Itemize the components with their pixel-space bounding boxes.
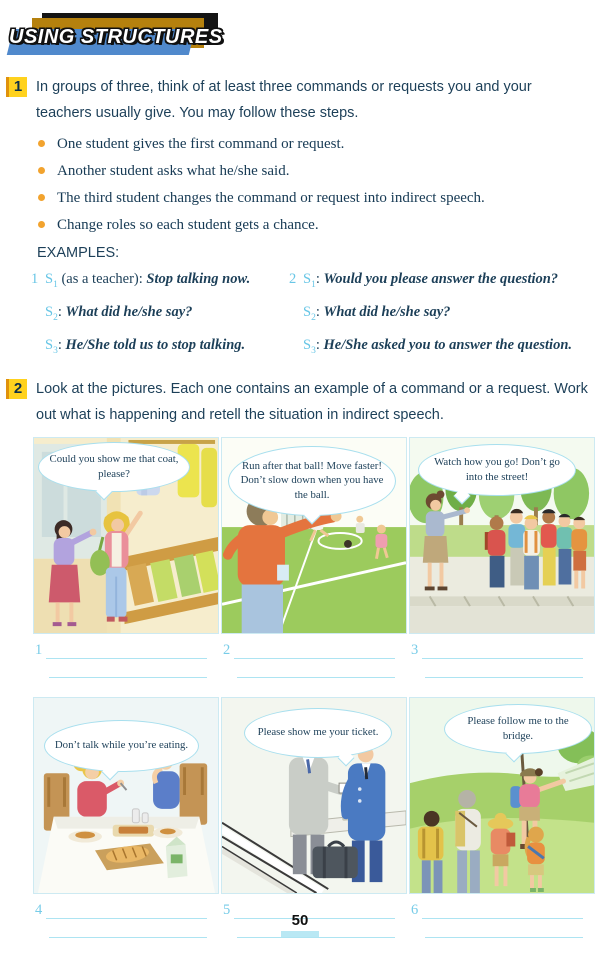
examples-label: EXAMPLES:	[37, 245, 120, 261]
page-title: USING STRUCTURES	[9, 26, 223, 48]
dialogue-line: $S_3$: He/She asked you to answer the question.	[303, 336, 573, 356]
answer-line	[49, 677, 207, 678]
step-text: One student gives the first command or request.	[57, 136, 345, 152]
picture-panel-4	[33, 697, 219, 894]
dialogue-line: $S_1$: Would you please answer the question?	[303, 271, 559, 290]
picture-row-1	[33, 437, 600, 634]
blank-number: 2	[223, 641, 231, 658]
exercise-2	[0, 376, 600, 957]
exercise-instruction: In groups of three, think of at least three commands or requests you and your teachers usually give. You may follow these steps.	[36, 79, 532, 121]
speech-bubble	[444, 704, 592, 754]
bullet-dot-icon	[38, 194, 45, 201]
examples	[31, 266, 600, 365]
bullet-dot-icon	[38, 140, 45, 147]
answer-blank-1	[33, 634, 219, 697]
answer-blank-2	[221, 634, 407, 697]
answer-line	[422, 644, 583, 659]
answer-line	[234, 644, 395, 659]
speech-bubble-text: Please show me your ticket.	[257, 726, 379, 739]
speech-bubble	[228, 446, 396, 516]
exercise-number-badge: 1	[6, 77, 27, 97]
blank-number: 4	[35, 901, 43, 918]
speech-bubble-text: Run after that ball! Move faster! Don’t slow down when you have the ball.	[240, 459, 384, 501]
picture-panel-5	[221, 697, 407, 894]
speech-bubble-text: Don’t talk while you’re eating.	[54, 739, 189, 752]
speech-bubble	[418, 444, 576, 496]
picture-row-2	[33, 697, 600, 894]
blank-number: 3	[411, 641, 419, 658]
speech-bubble-text: Could you show me that coat, please?	[49, 453, 179, 480]
step-item	[38, 185, 600, 212]
example-number: 1	[31, 271, 39, 287]
dialogue-line: $S_2$: What did he/she say?	[303, 303, 451, 323]
using-structures-banner	[0, 10, 240, 68]
dialogue-line: $S_3$: He/She told us to stop talking.	[45, 336, 246, 356]
blank-number: 6	[411, 901, 419, 918]
page-number-underline	[281, 931, 319, 937]
example-dialogue-2	[289, 266, 600, 365]
answer-line	[237, 677, 395, 678]
exercise-1	[0, 74, 600, 365]
step-item	[38, 131, 600, 158]
step-text: Change roles so each student gets a chance.	[57, 217, 319, 233]
picture-panel-2	[221, 437, 407, 634]
picture-panel-6	[409, 697, 595, 894]
exercise-instruction: Look at the pictures. Each one contains an example of a command or a request. Work out what is happening and retell the situation in indirect speech.	[36, 380, 588, 423]
page-number: 50	[291, 912, 309, 929]
step-text: Another student asks what he/she said.	[57, 163, 290, 179]
answer-blank-row-1	[33, 634, 600, 697]
step-item	[38, 158, 600, 185]
page-footer	[0, 912, 600, 937]
blank-number: 1	[35, 641, 43, 658]
answer-line	[425, 677, 583, 678]
speech-bubble	[244, 708, 392, 758]
bullet-dot-icon	[38, 167, 45, 174]
dialogue-line: $S_2$: What did he/she say?	[45, 303, 193, 323]
bullet-dot-icon	[38, 221, 45, 228]
speech-bubble	[44, 720, 199, 772]
steps-list	[38, 131, 600, 239]
speech-bubble	[38, 442, 190, 492]
answer-line	[46, 644, 207, 659]
step-item	[38, 212, 600, 239]
example-number: 2	[289, 271, 297, 287]
picture-panel-3	[409, 437, 595, 634]
speech-bubble-text: Watch how you go! Don’t go into the street!	[434, 456, 560, 483]
step-text: The third student changes the command or request into indirect speech.	[57, 190, 485, 206]
dialogue-line: $S_1$ (as a teacher): Stop talking now.	[45, 271, 251, 290]
blank-number: 5	[223, 901, 231, 918]
picture-panel-1	[33, 437, 219, 634]
speech-bubble-text: Please follow me to the bridge.	[467, 715, 569, 742]
exercise-number-badge: 2	[6, 379, 27, 399]
example-dialogue-1	[31, 266, 289, 365]
answer-blank-3	[409, 634, 595, 697]
